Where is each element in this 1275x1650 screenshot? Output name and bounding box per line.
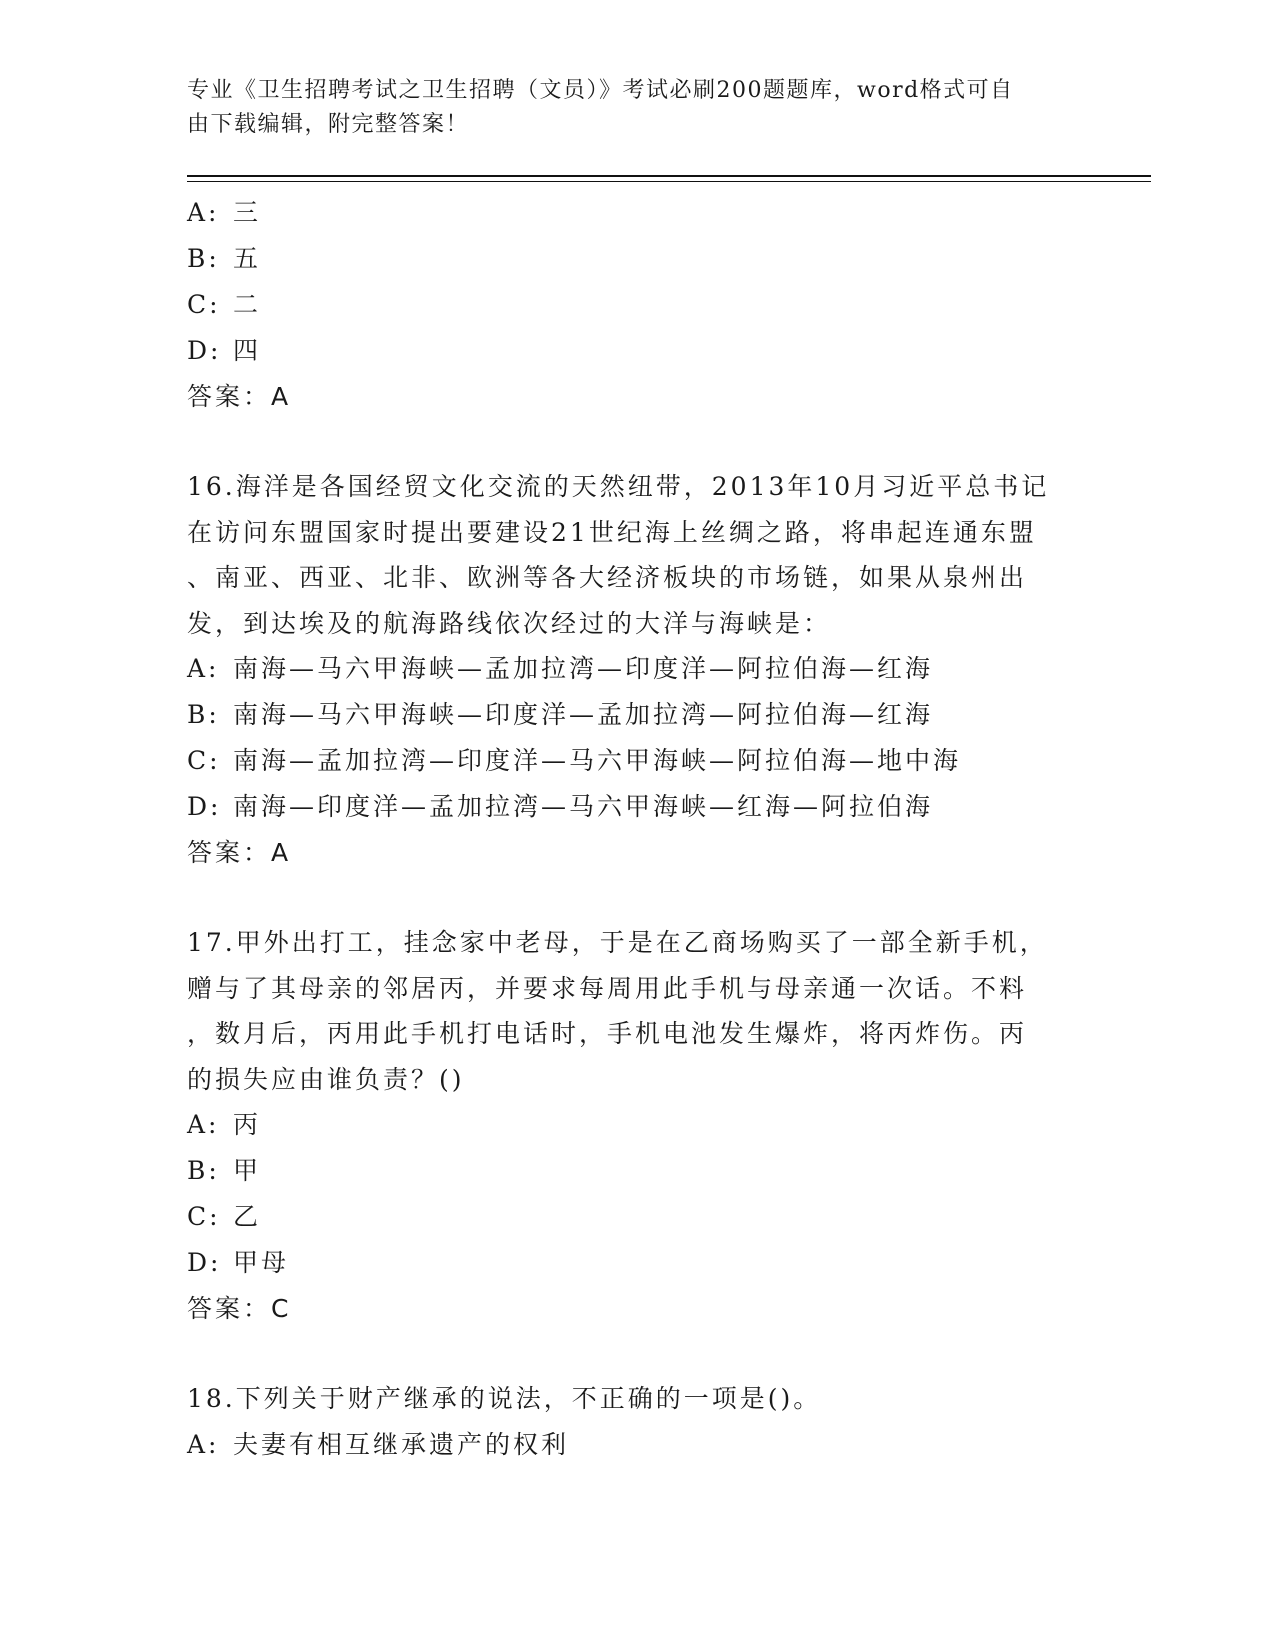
- option-a: [187, 646, 1087, 692]
- option-label: C:: [187, 290, 221, 319]
- option-text: 乙: [233, 1202, 262, 1231]
- option-text: 南海—马六甲海峡—印度洋—孟加拉湾—阿拉伯海—红海: [233, 700, 934, 729]
- question-text-line: 17.甲外出打工，挂念家中老母，于是在乙商场购买了一部全新手机，: [187, 928, 1048, 957]
- header-divider-thin: [187, 181, 1151, 182]
- option-d: [187, 1240, 1087, 1286]
- option-a: [187, 190, 1087, 236]
- question-18: [187, 1376, 1087, 1468]
- question-15: [187, 190, 1087, 420]
- option-text: 二: [233, 290, 262, 319]
- question-17: [187, 920, 1087, 1332]
- option-c: [187, 282, 1087, 328]
- answer-line: 答案：A: [187, 838, 292, 867]
- option-label: A:: [187, 654, 220, 683]
- question-text-line: 赠与了其母亲的邻居丙，并要求每周用此手机与母亲通一次话。不料: [187, 973, 1028, 1003]
- page-header: [187, 74, 1067, 142]
- header-divider-thick: [187, 175, 1151, 177]
- option-b: [187, 1148, 1087, 1194]
- header-title-line-2: 由下载编辑，附完整答案！: [187, 112, 470, 137]
- option-d: [187, 784, 1087, 830]
- option-c: [187, 738, 1087, 784]
- question-text-line: 的损失应由谁负责？(): [187, 1064, 465, 1094]
- option-text: 甲母: [233, 1248, 290, 1277]
- question-16: [187, 464, 1087, 876]
- option-c: [187, 1194, 1087, 1240]
- question-text-line: 16.海洋是各国经贸文化交流的天然纽带，2013年10月习近平总书记: [187, 472, 1050, 501]
- option-label: B:: [187, 244, 220, 273]
- question-text: [187, 464, 1087, 646]
- option-label: D:: [187, 792, 222, 821]
- option-text: 五: [233, 244, 262, 273]
- option-text: 四: [233, 336, 262, 365]
- question-text: [187, 920, 1087, 1102]
- question-text-line: ，数月后，丙用此手机打电话时，手机电池发生爆炸，将丙炸伤。丙: [187, 1019, 1028, 1048]
- option-label: B:: [187, 700, 220, 729]
- option-a: [187, 1422, 1087, 1468]
- option-text: 夫妻有相互继承遗产的权利: [233, 1429, 570, 1459]
- header-title-line-1: 专业《卫生招聘考试之卫生招聘（文员）》考试必刷200题题库，word格式可自: [187, 78, 1014, 103]
- option-a: [187, 1102, 1087, 1148]
- question-text: [187, 1376, 1087, 1422]
- option-text: 三: [233, 198, 262, 227]
- option-text: 丙: [233, 1110, 262, 1139]
- question-text-line: 、南亚、西亚、北非、欧洲等各大经济板块的市场链，如果从泉州出: [187, 563, 1028, 592]
- option-b: [187, 236, 1087, 282]
- option-label: C:: [187, 746, 221, 775]
- option-text: 南海—印度洋—孟加拉湾—马六甲海峡—红海—阿拉伯海: [233, 792, 934, 821]
- question-text-line: 发，到达埃及的航海路线依次经过的大洋与海峡是：: [187, 608, 832, 638]
- option-b: [187, 692, 1087, 738]
- option-label: D:: [187, 1248, 222, 1277]
- option-label: D:: [187, 336, 222, 365]
- answer-line: 答案：A: [187, 382, 292, 411]
- question-list: [187, 190, 1087, 1468]
- option-text: 甲: [233, 1156, 262, 1185]
- question-text-line: 18.下列关于财产继承的说法，不正确的一项是()。: [187, 1384, 822, 1413]
- option-text: 南海—孟加拉湾—印度洋—马六甲海峡—阿拉伯海—地中海: [233, 746, 962, 775]
- option-label: C:: [187, 1202, 221, 1231]
- option-label: A:: [187, 198, 220, 227]
- option-label: A:: [187, 1110, 220, 1139]
- option-label: A:: [187, 1429, 220, 1459]
- option-d: [187, 328, 1087, 374]
- option-text: 南海—马六甲海峡—孟加拉湾—印度洋—阿拉伯海—红海: [233, 654, 934, 683]
- option-label: B:: [187, 1156, 220, 1185]
- answer-line: 答案：C: [187, 1294, 292, 1323]
- question-text-line: 在访问东盟国家时提出要建设21世纪海上丝绸之路，将串起连通东盟: [187, 517, 1037, 547]
